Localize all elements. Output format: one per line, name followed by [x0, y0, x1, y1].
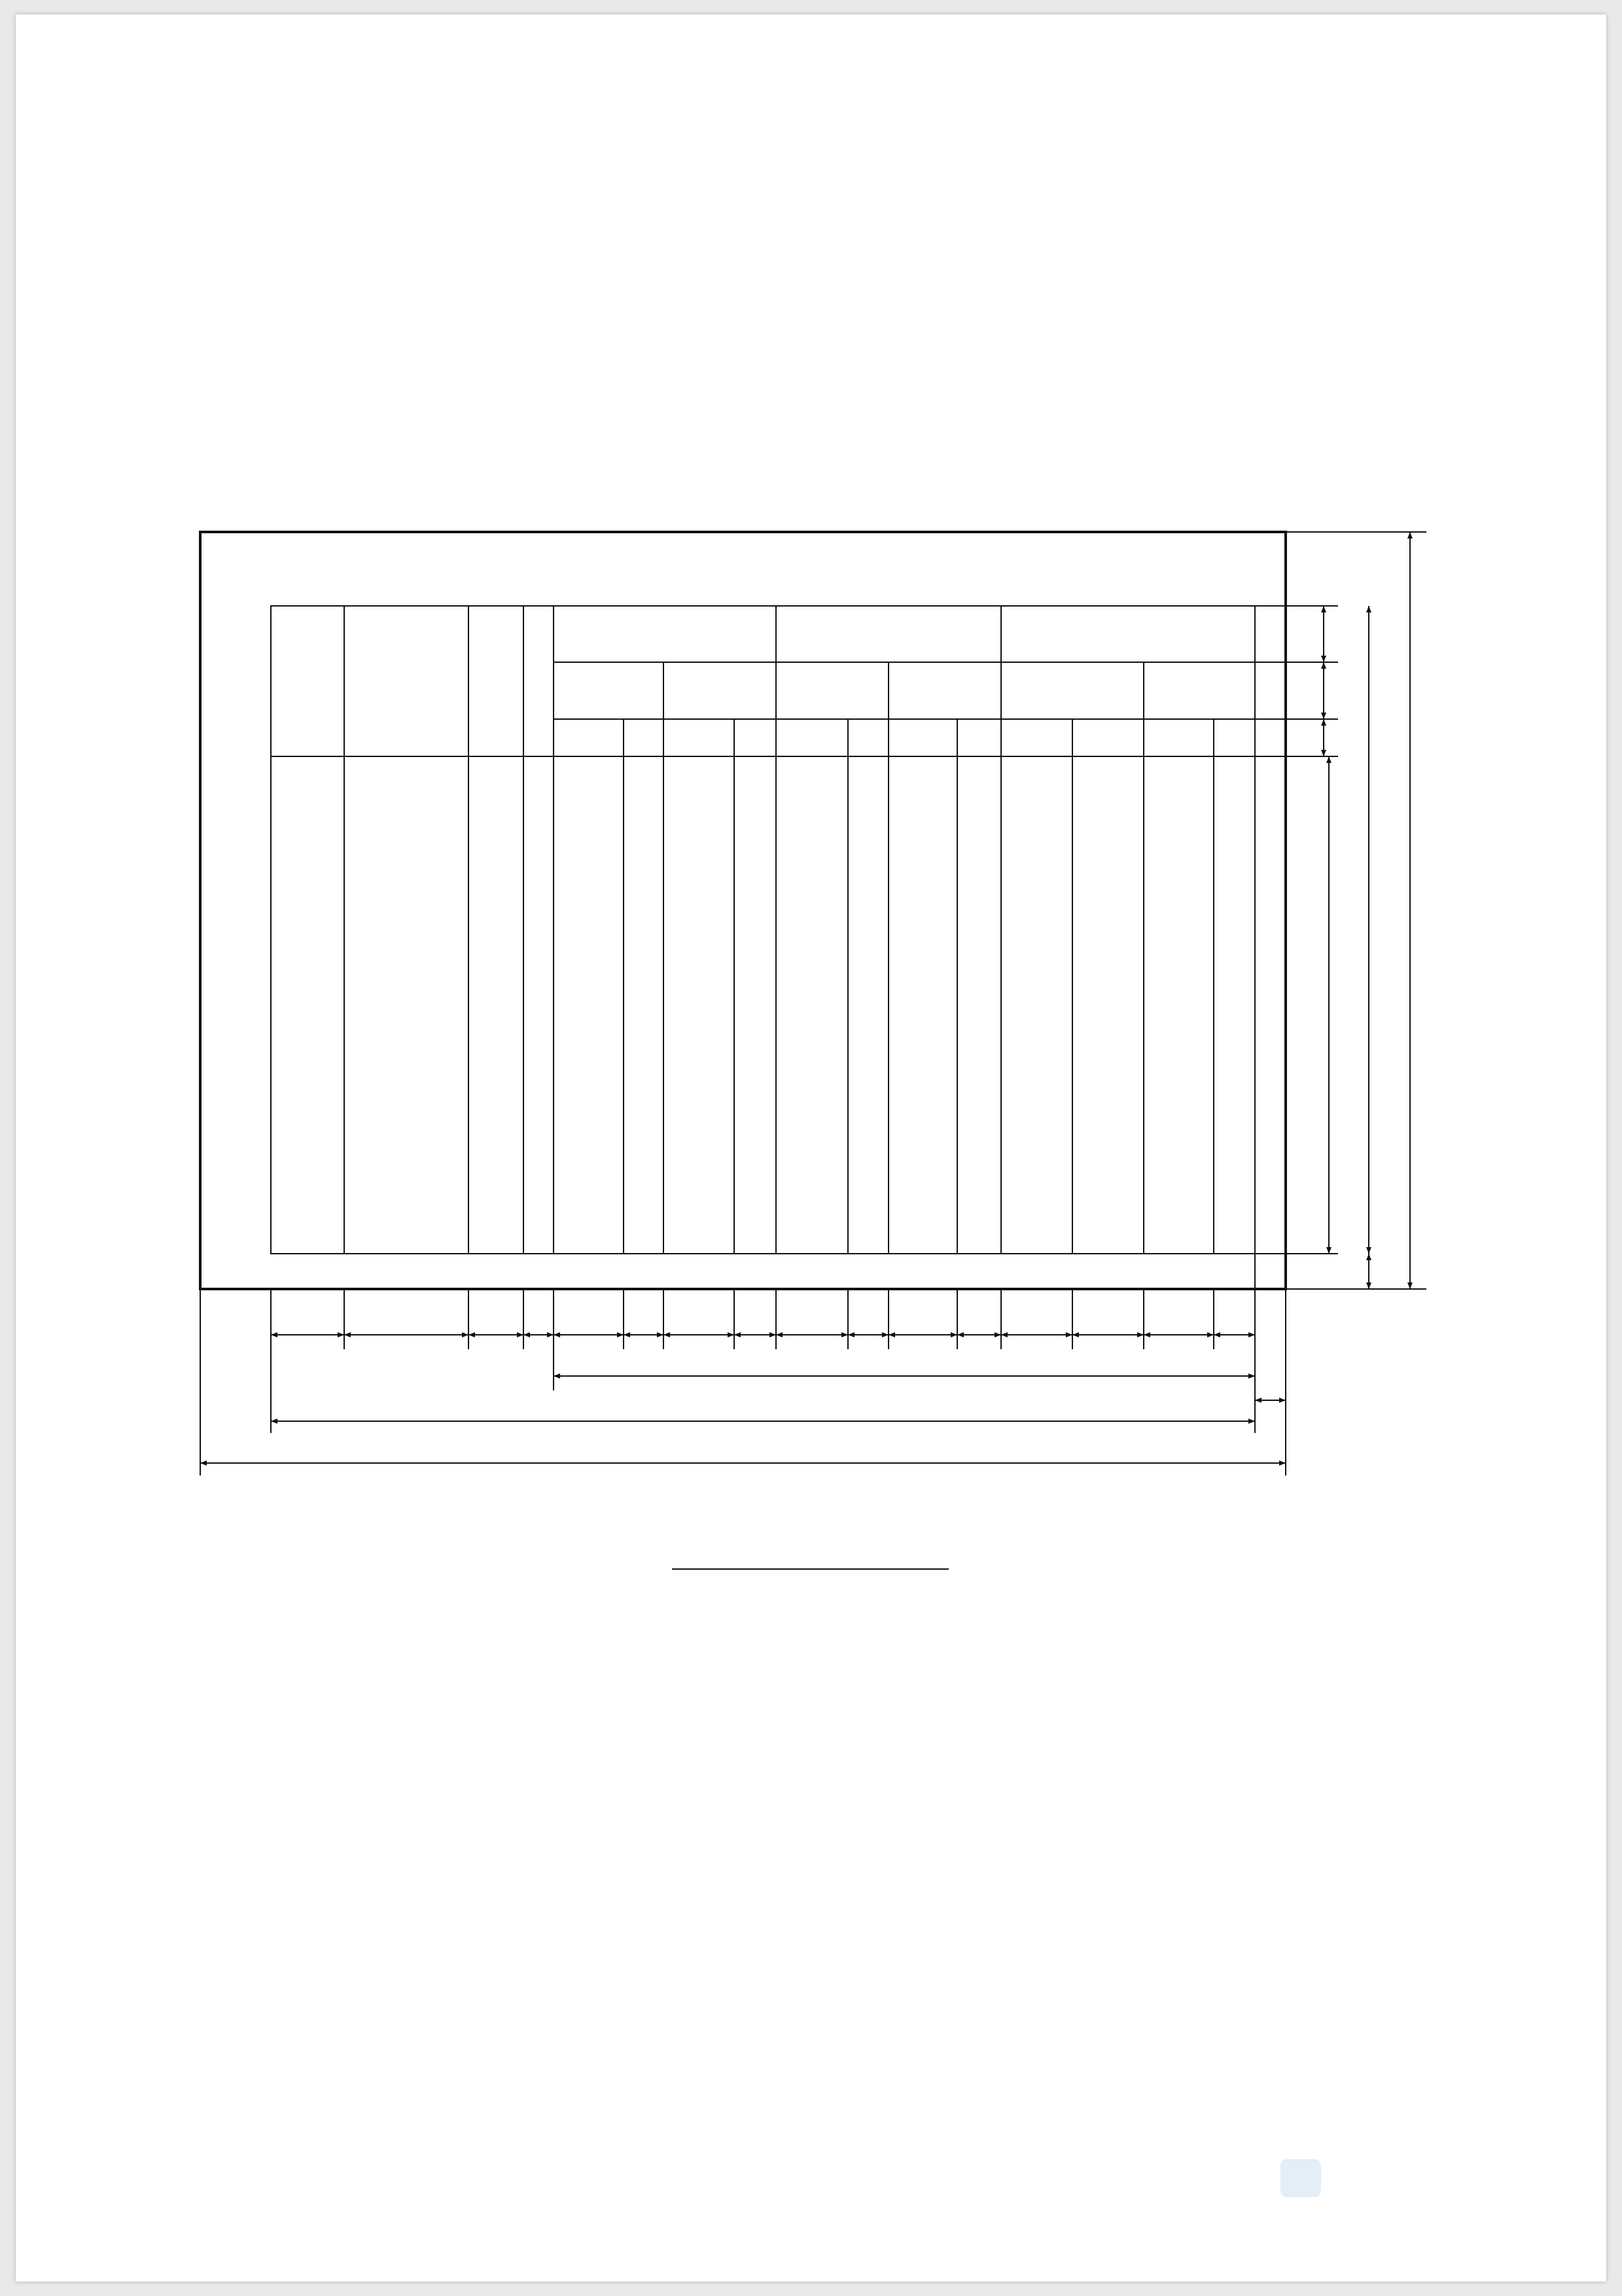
right-dimensions: [1255, 532, 1426, 1289]
bottom-dimensions: [200, 1254, 1286, 1475]
table-grid: [271, 606, 1255, 1254]
watermark-logo: [1280, 2159, 1321, 2197]
outer-frame: [200, 532, 1286, 1289]
